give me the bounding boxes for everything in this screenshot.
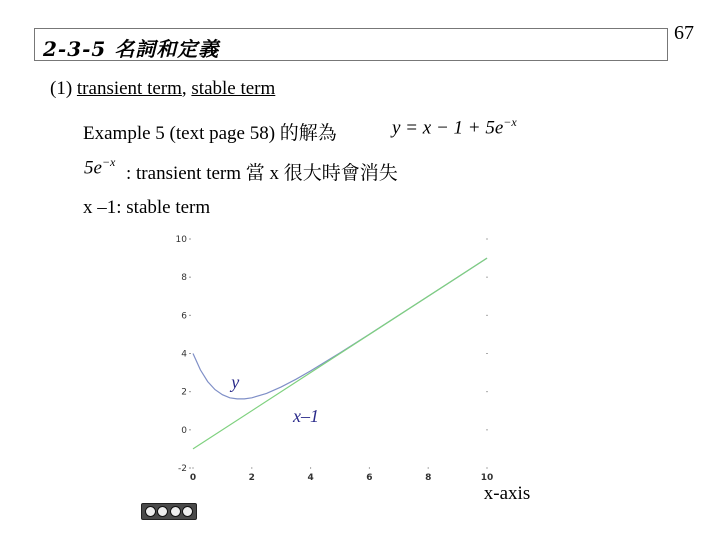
- transient-term-link[interactable]: transient term: [76, 78, 182, 99]
- solution-formula: [392, 115, 517, 139]
- sa-icon: [182, 506, 193, 517]
- transient-description: : transient term 當 x 很大時會消失: [126, 163, 398, 184]
- y-tick-label: 6: [181, 311, 187, 322]
- x-tick-label: 4: [307, 473, 314, 483]
- annotation-label: y: [231, 371, 240, 392]
- y-tick-label: 10: [175, 235, 187, 245]
- x-tick-label: 6: [366, 473, 373, 483]
- transient-base: 5e: [84, 157, 102, 179]
- cc-icon: [145, 506, 156, 517]
- example-text: Example 5 (text page 58) 的解為: [83, 123, 337, 144]
- cc-license-icon[interactable]: [141, 503, 197, 520]
- by-icon: [157, 506, 168, 517]
- annotation-label: x–1: [292, 406, 319, 427]
- solution-plot: [165, 228, 535, 508]
- y-tick-label: 2: [181, 387, 187, 398]
- transient-exponent: −x: [101, 155, 116, 169]
- x-axis-label: x-axis: [483, 483, 531, 504]
- formula-main: y = x − 1 + 5e: [392, 117, 504, 139]
- y-tick-label: 4: [181, 349, 187, 360]
- y-tick-label: 8: [181, 273, 187, 284]
- y-tick-label: 0: [181, 425, 187, 436]
- x-tick-label: 10: [480, 473, 494, 483]
- page-number: 67: [674, 22, 694, 44]
- stable-description: x –1: stable term: [83, 197, 211, 218]
- heading-separator: ,: [181, 78, 192, 99]
- transient-expression: [84, 155, 115, 179]
- nc-icon: [170, 506, 181, 517]
- x-tick-label: 2: [248, 473, 255, 483]
- formula-exponent: −x: [503, 115, 517, 129]
- slide-title: 2-3-5 名詞和定義: [43, 37, 220, 61]
- heading-prefix: (1): [50, 78, 77, 99]
- x-tick-label: 8: [425, 473, 432, 483]
- y-tick-label: -2: [178, 464, 187, 474]
- stable-term-link[interactable]: stable term: [191, 78, 276, 99]
- series-line-1: [193, 258, 487, 449]
- section-heading: [50, 78, 275, 100]
- x-tick-label: 0: [189, 473, 197, 483]
